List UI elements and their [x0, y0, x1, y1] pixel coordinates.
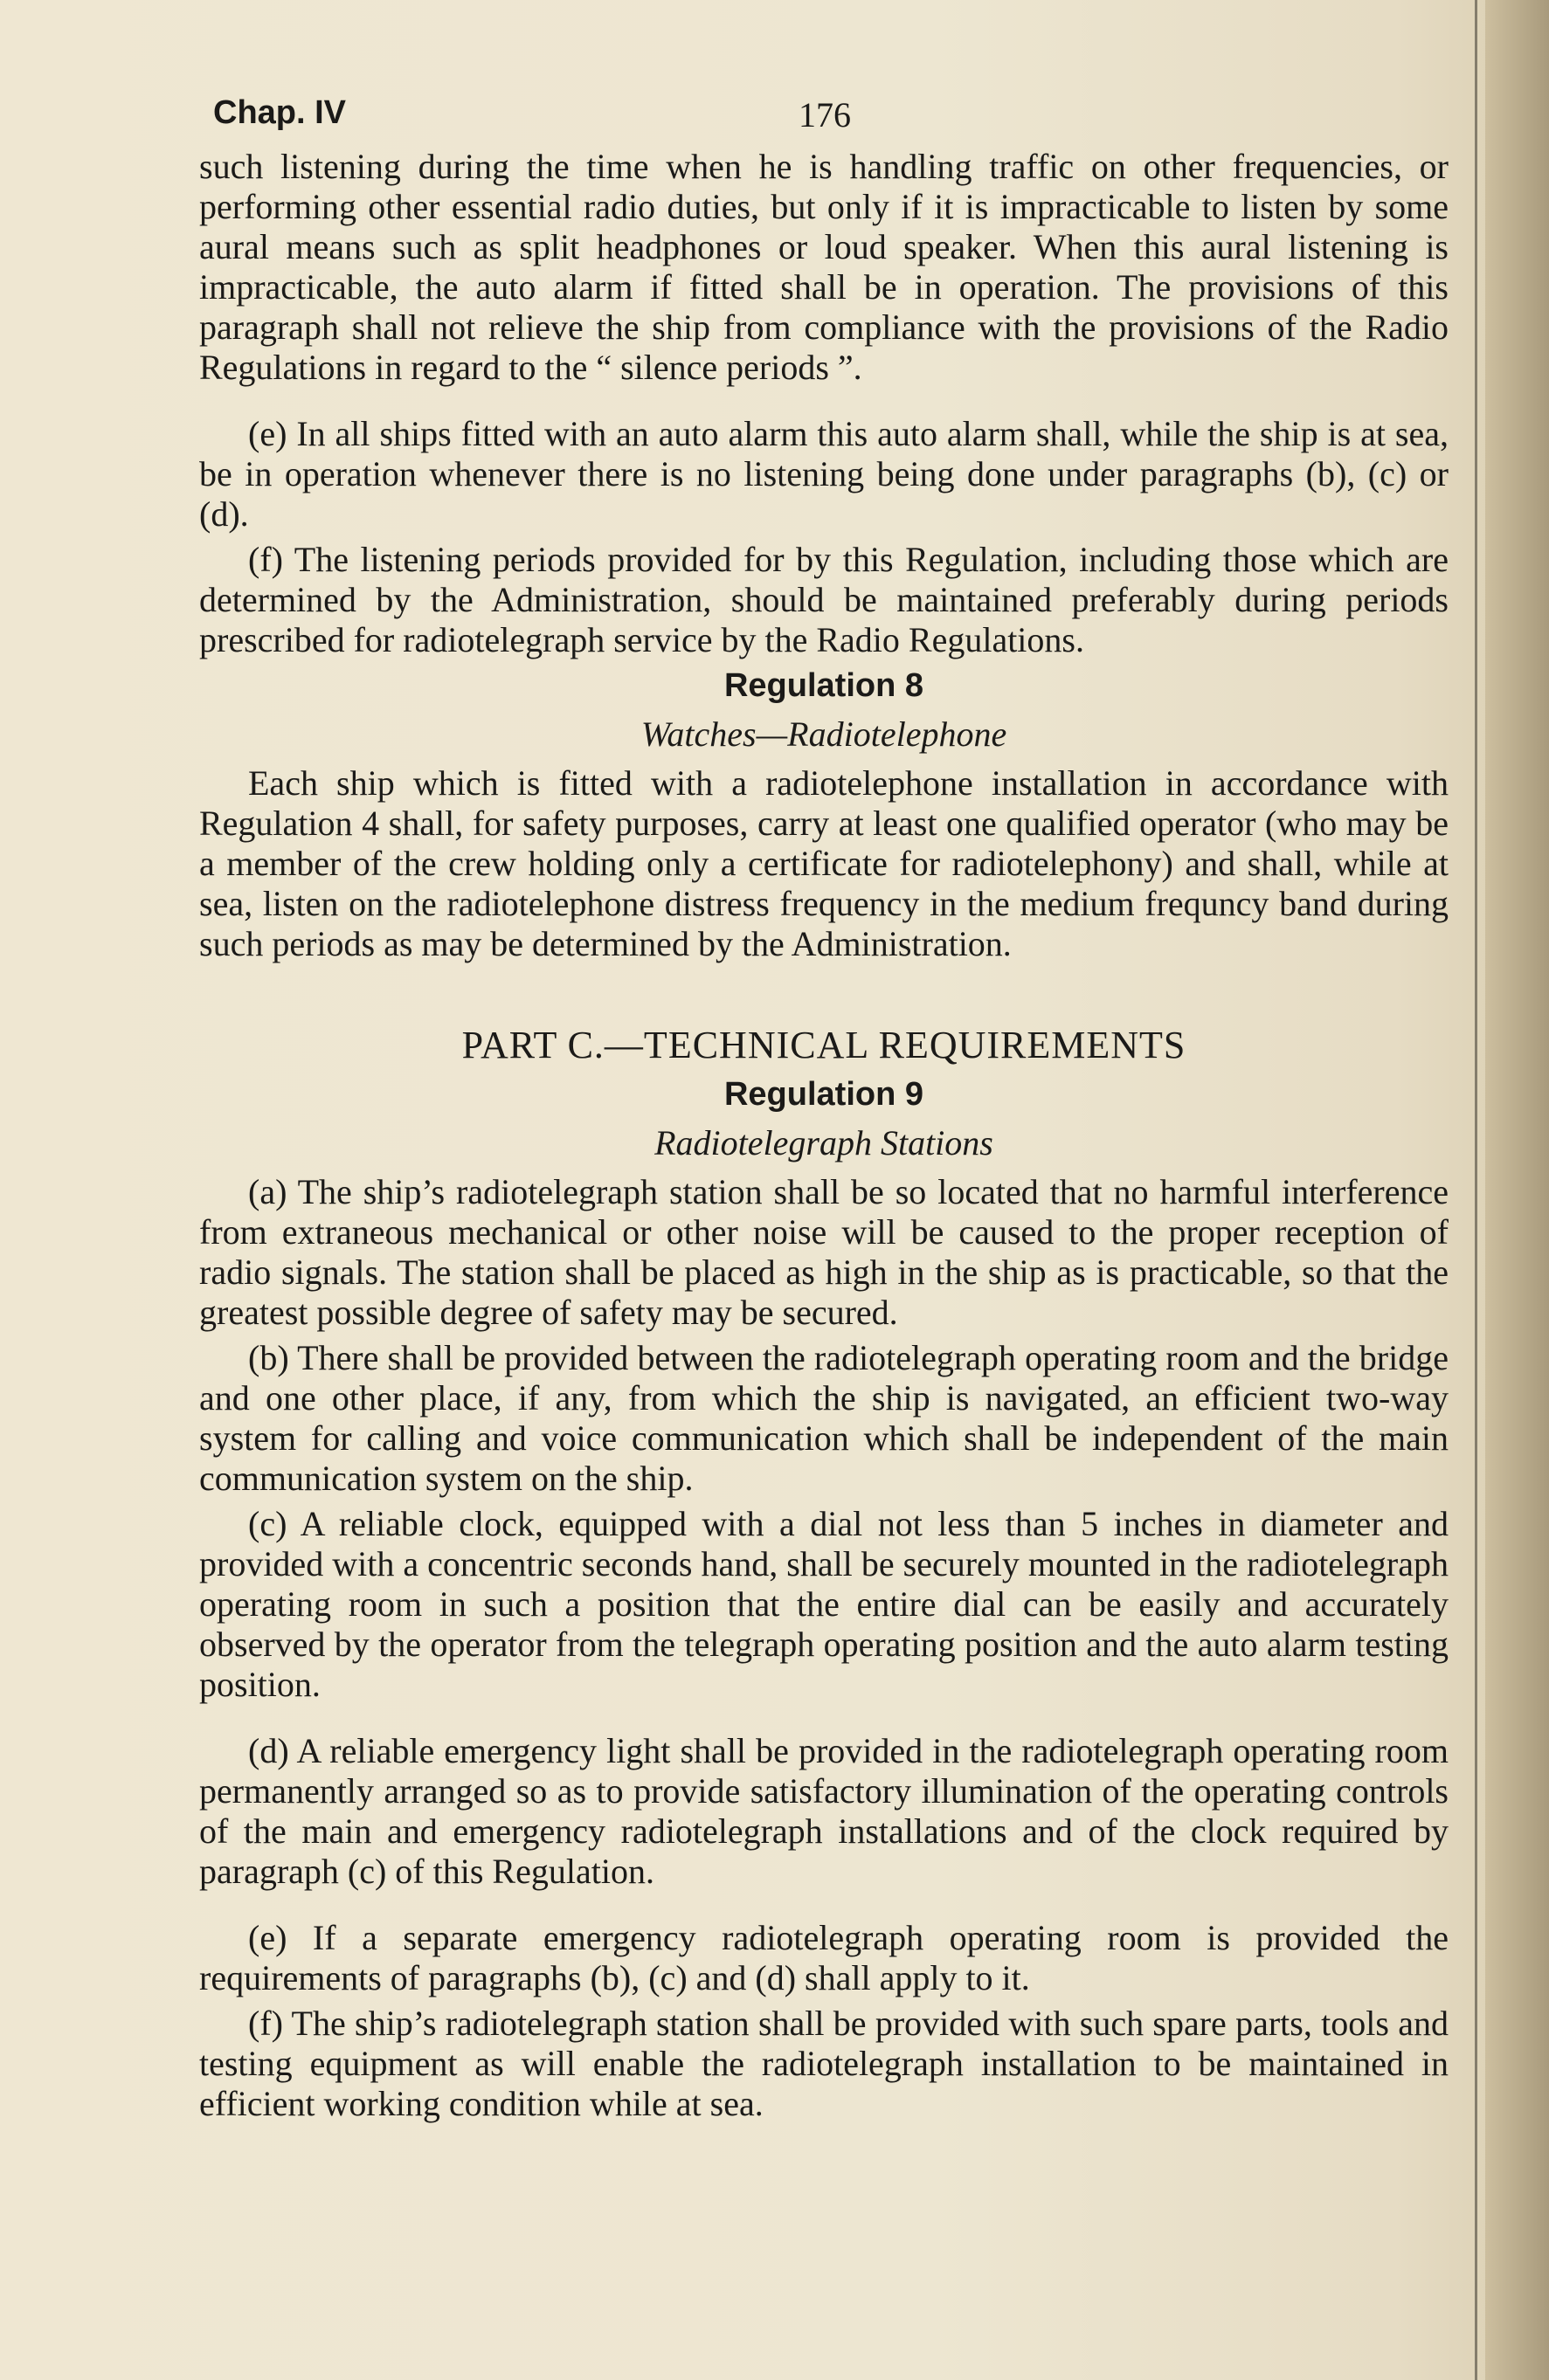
- chapter-label: Chap. IV: [213, 94, 347, 131]
- page-number: 176: [799, 95, 851, 135]
- regulation-9-paragraph-d: (d) A reliable emergency light shall be provided in the radiotelegraph operating room permanently arranged so as to provide satisfactory illumination of the operating controls of the main and emergency radiotelegraph installations and of the clock required by paragraph (c) of this Regulation.: [199, 1731, 1449, 1891]
- page-body: [199, 147, 1449, 2129]
- regulation-9-paragraph-f: (f) The ship’s radiotelegraph station shall be provided with such spare parts, tools and testing equipment as will enable the radiotelegraph installation to be maintained in efficient working condition while at sea.: [199, 2004, 1449, 2123]
- regulation-9-paragraph-e: (e) If a separate emergency radiotelegraph operating room is provided the requirements of paragraphs (b), (c) and (d) shall apply to it.: [199, 1918, 1449, 1997]
- regulation-9-paragraph-c: (c) A reliable clock, equipped with a dial not less than 5 inches in diameter and provided with a concentric seconds hand, shall be securely mounted in the radiotelegraph operating room in such a position that the entire dial can be easily and accurately observed by the operator from the telegraph operating position and the auto alarm testing position.: [199, 1504, 1449, 1704]
- regulation-8-text: Each ship which is fitted with a radiotelephone installation in accordance with Regulation 4 shall, for safety purposes, carry at least one qualified operator (who may be a member of the crew holding only a certificate for radiotelephony) and shall, while at sea, listen on the radiotelephone distress frequency in the medium frequncy band during such periods as may be determined by the Administration.: [199, 763, 1449, 963]
- regulation-9-paragraph-b: (b) There shall be provided between the radiotelegraph operating room and the bridge and one other place, if any, from which the ship is navigated, an efficient two-way system for calling and voice communication which shall be independent of the main communication system on the ship.: [199, 1338, 1449, 1498]
- page-edge-shadow: [1485, 0, 1549, 2380]
- part-c-heading: PART C.—TECHNICAL REQUIREMENTS: [461, 1024, 1186, 1066]
- regulation-9-subtitle: Radiotelegraph Stations: [654, 1123, 993, 1162]
- regulation-9-paragraph-a: (a) The ship’s radiotelegraph station shall be so located that no harmful interference from extraneous mechanical or other noise will be caused to the proper reception of radio signals. The station shall be placed as high in the ship as is practicable, so that the greatest possible degree of safety may be secured.: [199, 1172, 1449, 1332]
- regulation-8-heading: Regulation 8: [723, 667, 924, 704]
- regulation-9-heading: Regulation 9: [723, 1076, 924, 1113]
- paragraph-e-reg7: (e) In all ships fitted with an auto alarm this auto alarm shall, while the ship is at sea, be in operation whenever there is no listening being done under paragraphs (b), (c) or (d).: [199, 414, 1449, 534]
- paragraph-f-reg7: (f) The listening periods provided for by this Regulation, including those which are determined by the Administration, should be maintained preferably during periods prescribed for radiotelegraph service by the Radio Regulations.: [199, 540, 1449, 659]
- running-head: [213, 94, 1454, 147]
- regulation-8-subtitle: Watches—Radiotelephone: [640, 714, 1007, 754]
- paragraph-continuation: such listening during the time when he is handling traffic on other frequencies, or performing other essential radio duties, but only if it is impracticable to listen by some aural means such as split headphones or loud speaker. When this aural listening is impracticable, the auto alarm if fitted shall be in operation. The provisions of this paragraph shall not relieve the ship from compliance with the provisions of the Radio Regulations in regard to the “ silence periods ”.: [199, 147, 1449, 387]
- page-edge-line: [1475, 0, 1477, 2380]
